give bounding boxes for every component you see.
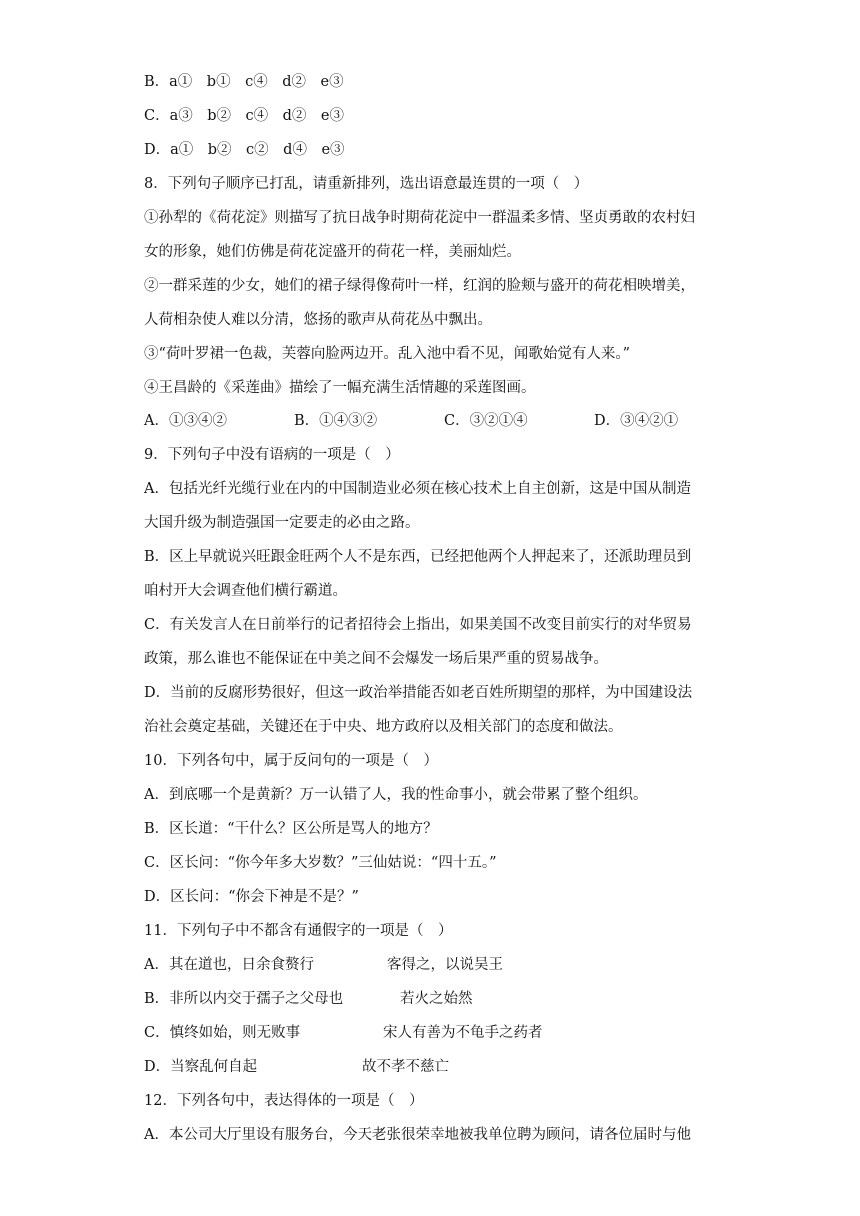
q11-option-c-right: 宋人有善为不龟手之药者 [383, 1025, 543, 1041]
q9-option-d-line-1: D．当前的反腐形势很好，但这一政治举措能否如老百姓所期望的那样，为中国建设法 [144, 685, 693, 701]
q11-option-c-left: C．慎终如始，则无败事 [144, 1025, 301, 1041]
q8-option-b: B．①④③② [294, 413, 378, 429]
q11-option-a-right: 客得之，以说吴王 [387, 957, 503, 973]
q11-option-b [144, 989, 744, 1009]
q11-option-a-left: A．其在道也，日余食赘行 [144, 957, 314, 973]
q8-option-d: D．③④②① [594, 413, 679, 429]
q7-option-c: C．a③ b② c④ d② e③ [144, 108, 345, 124]
q8-sentence-4: ④王昌龄的《采莲曲》描绘了一幅充满生活情趣的采莲图画。 [144, 380, 536, 396]
q8-sentence-1-line-2: 女的形象，她们仿佛是荷花淀盛开的荷花一样，美丽灿烂。 [144, 244, 521, 260]
q12-stem: 12．下列各句中，表达得体的一项是（ ） [144, 1093, 424, 1109]
q8-sentence-1-line-1: ①孙犁的《荷花淀》则描写了抗日战争时期荷花淀中一群温柔多情、坚贞勇敢的农村妇 [144, 210, 695, 226]
q9-option-b-line-2: 咱村开大会调查他们横行霸道。 [144, 583, 347, 599]
q8-sentence-3: ③“荷叶罗裙一色裁，芙蓉向脸两边开。乱入池中看不见，闻歌始觉有人来。” [144, 346, 631, 362]
q11-option-a [144, 955, 744, 975]
q10-option-d: D．区长问：“你会下神是不是？” [144, 889, 359, 905]
q11-option-b-left: B．非所以内交于孺子之父母也 [144, 991, 344, 1007]
q11-stem: 11．下列句子中不都含有通假字的一项是（ ） [144, 923, 453, 939]
q8-option-c: C．③②①④ [444, 413, 528, 429]
q11-option-c [144, 1023, 744, 1043]
q10-option-c: C．区长问：“你今年多大岁数？”三仙姑说：“四十五。” [144, 855, 497, 871]
q9-stem: 9．下列句子中没有语病的一项是（ ） [144, 447, 400, 463]
q11-option-d-right: 故不孝不慈亡 [362, 1059, 449, 1075]
q8-options [144, 411, 744, 431]
q9-option-b-line-1: B．区上早就说兴旺跟金旺两个人不是东西，已经把他两个人押起来了，还派助理员到 [144, 549, 692, 565]
q9-option-d-line-2: 治社会奠定基础，关键还在于中央、地方政府以及相关部门的态度和做法。 [144, 719, 623, 735]
q7-option-d: D．a① b② c② d④ e③ [144, 142, 345, 158]
q9-option-c-line-1: C．有关发言人在日前举行的记者招待会上指出，如果美国不改变目前实行的对华贸易 [144, 617, 692, 633]
q8-sentence-2-line-1: ②一群采莲的少女，她们的裙子绿得像荷叶一样，红润的脸颊与盛开的荷花相映增美， [144, 278, 695, 294]
q11-option-d-left: D．当察乱何自起 [144, 1059, 258, 1075]
q11-option-d [144, 1057, 744, 1077]
q9-option-a-line-2: 大国升级为制造强国一定要走的必由之路。 [144, 515, 420, 531]
q10-option-b: B．区长道：“干什么？区公所是骂人的地方？ [144, 821, 438, 837]
q10-stem: 10．下列各句中，属于反问句的一项是（ ） [144, 753, 438, 769]
q12-option-a-line-1: A．本公司大厅里设有服务台，今天老张很荣幸地被我单位聘为顾问，请各位届时与他 [144, 1127, 691, 1143]
q10-option-a: A．到底哪一个是黄新？万一认错了人，我的性命事小，就会带累了整个组织。 [144, 787, 648, 803]
q9-option-a-line-1: A．包括光纤光缆行业在内的中国制造业必须在核心技术上自主创新，这是中国从制造 [144, 481, 691, 497]
q9-option-c-line-2: 政策，那么谁也不能保证在中美之间不会爆发一场后果严重的贸易战争。 [144, 651, 608, 667]
q8-stem: 8．下列句子顺序已打乱，请重新排列，选出语意最连贯的一项（ ） [144, 176, 589, 192]
q7-option-b: B．a① b① c④ d② e③ [144, 74, 344, 90]
q8-sentence-2-line-2: 人荷相杂使人难以分清，悠扬的歌声从荷花丛中飘出。 [144, 312, 492, 328]
q11-option-b-right: 若火之始然 [400, 991, 473, 1007]
q8-option-a: A．①③④② [144, 413, 227, 429]
